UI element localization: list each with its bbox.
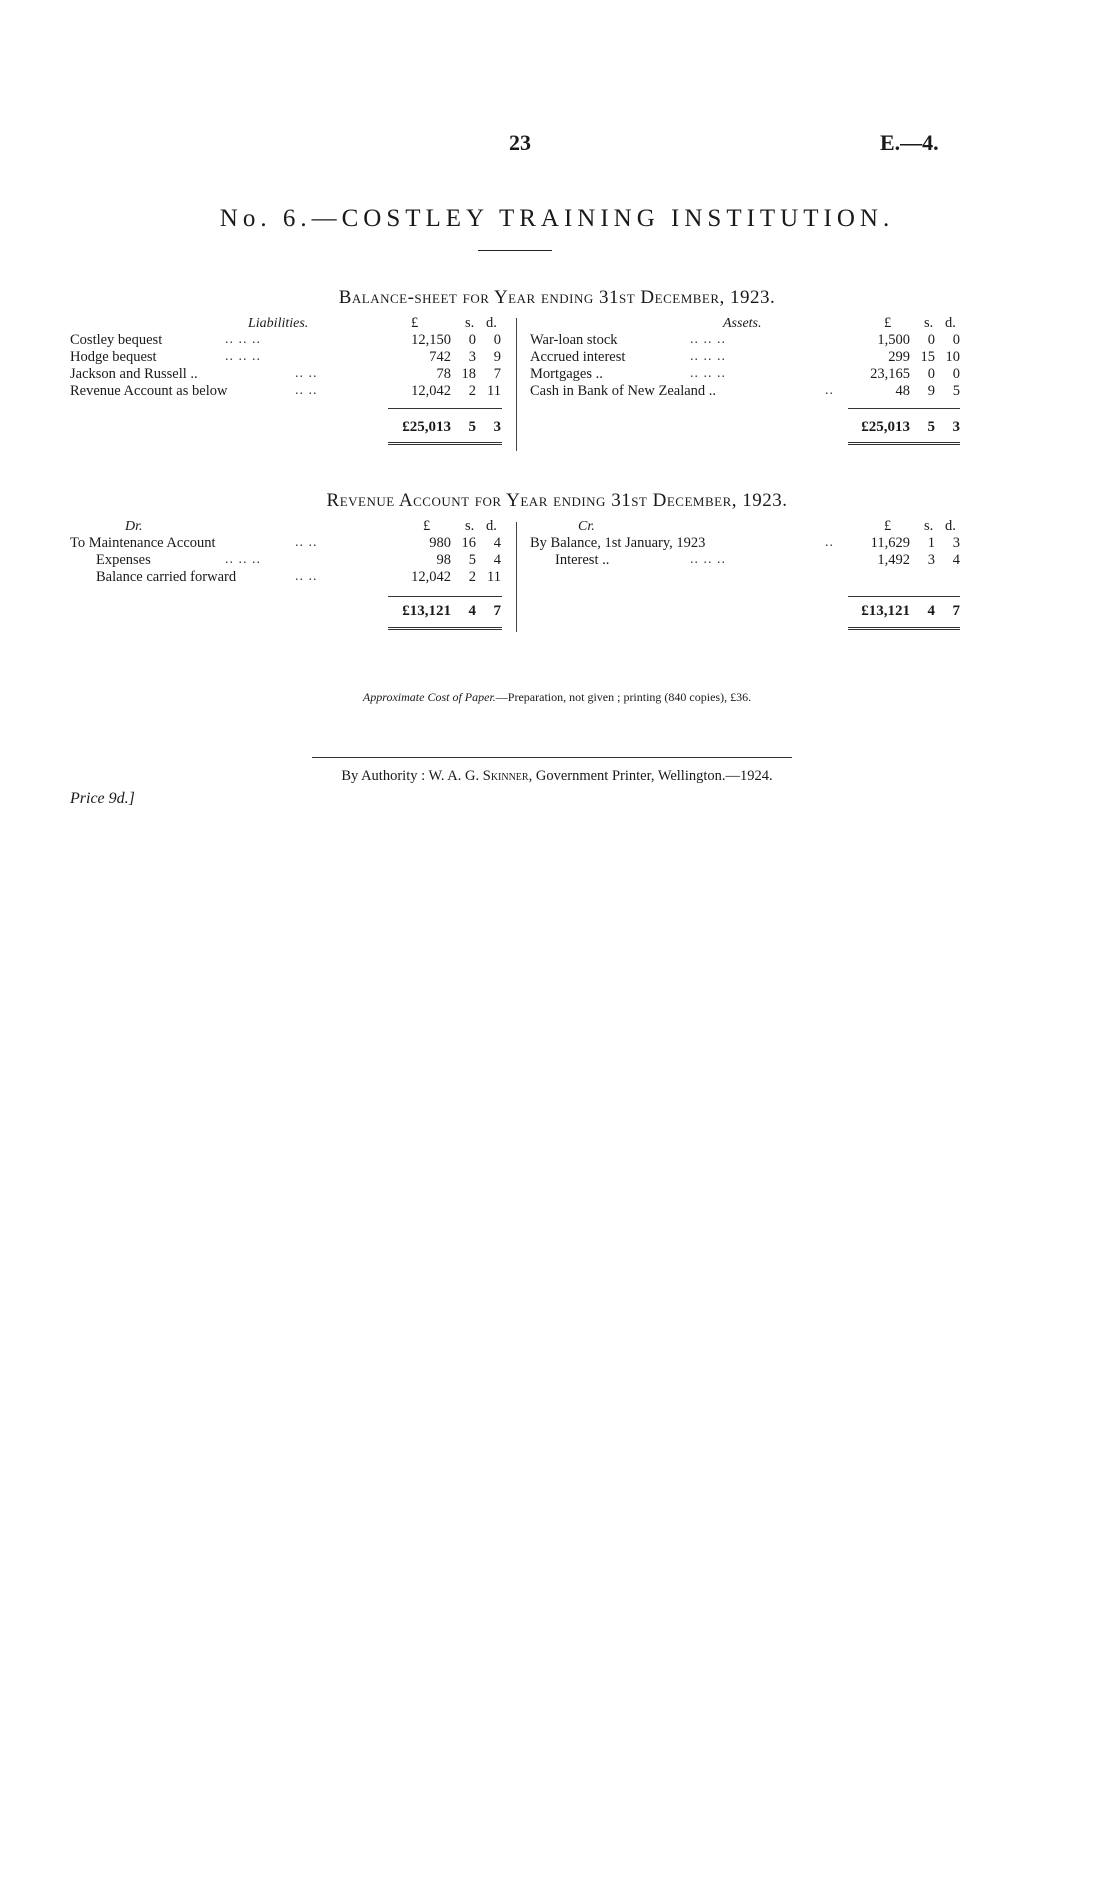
asset-label: War-loan stock: [530, 332, 618, 348]
assets-total-rule: [848, 408, 960, 409]
liability-shillings: 3: [468, 349, 476, 365]
asset-pence: 0: [952, 332, 960, 348]
balance-sheet-title: [0, 287, 1114, 309]
assets-total-shillings: 5: [927, 419, 935, 435]
asset-label: Mortgages ..: [530, 366, 603, 382]
debit-label: Expenses: [96, 552, 151, 568]
leader-dots: .. .. ..: [225, 552, 261, 567]
liabilities-total-shillings: 5: [468, 419, 476, 435]
leader-dots: .. ..: [295, 366, 318, 381]
liability-label: Hodge bequest: [70, 349, 157, 365]
leader-dots: .. .. ..: [690, 552, 726, 567]
credit-pounds: 11,629: [870, 535, 910, 551]
debit-pence: 11: [487, 569, 501, 585]
assets-total-pence: 3: [952, 419, 960, 435]
asset-label: Accrued interest: [530, 349, 626, 365]
liab-col-d: d.: [486, 315, 497, 331]
cr-header: Cr.: [578, 519, 595, 534]
liability-shillings: 2: [468, 383, 476, 399]
printer-name: Skinner: [482, 768, 529, 784]
title-rule: [478, 250, 552, 251]
asset-col-s: s.: [924, 315, 934, 331]
leader-dots: .. ..: [295, 569, 318, 584]
credit-pence: 3: [952, 535, 960, 551]
cr-col-s: s.: [924, 518, 934, 534]
asset-pence: 5: [952, 383, 960, 399]
asset-pounds: 48: [895, 383, 910, 399]
liability-pence: 11: [487, 383, 501, 399]
page-number: 23: [509, 130, 531, 155]
revenue-account-title: [0, 490, 1114, 512]
debit-pence: 4: [493, 552, 501, 568]
asset-col-pound: £: [884, 315, 892, 331]
assets-total-double-rule: [848, 442, 960, 445]
document-title: No. 6.—COSTLEY TRAINING INSTITUTION.: [219, 205, 895, 232]
dr-total-double-rule: [388, 627, 502, 630]
authority-line: [0, 768, 1114, 785]
debit-pence: 4: [493, 535, 501, 551]
liability-pence: 9: [493, 349, 501, 365]
dr-col-d: d.: [486, 518, 497, 534]
liabilities-total-double-rule: [388, 442, 502, 445]
leader-dots: ..: [825, 383, 834, 398]
credit-label: By Balance, 1st January, 1923: [530, 535, 706, 551]
asset-shillings: 0: [927, 332, 935, 348]
debit-shillings: 16: [461, 535, 476, 551]
asset-pounds: 299: [888, 349, 910, 365]
liability-label: Jackson and Russell ..: [70, 366, 198, 382]
leader-dots: .. .. ..: [690, 349, 726, 364]
credit-pounds: 1,492: [877, 552, 910, 568]
dr-total-shillings: 4: [468, 603, 476, 619]
authority-rule: [312, 757, 792, 758]
revenue-title-part2: Year: [506, 490, 548, 511]
debit-pounds: 12,042: [411, 569, 451, 585]
balance-sheet-title-part3: ending 31st December, 1923.: [535, 287, 776, 308]
leader-dots: .. .. ..: [225, 332, 261, 347]
liability-pence: 7: [493, 366, 501, 382]
leader-dots: .. .. ..: [690, 366, 726, 381]
liability-shillings: 18: [461, 366, 476, 382]
debit-label: To Maintenance Account: [70, 535, 216, 551]
liability-pounds: 78: [436, 366, 451, 382]
leader-dots: ..: [825, 535, 834, 550]
cr-total-pence: 7: [952, 603, 960, 619]
credit-pence: 4: [952, 552, 960, 568]
dr-total-pounds: £13,121: [402, 603, 451, 619]
liab-col-pound: £: [411, 315, 419, 331]
assets-header: Assets.: [723, 316, 762, 331]
dr-header: Dr.: [125, 519, 143, 534]
balance-sheet-title-part2: Year: [493, 287, 536, 308]
cr-total-rule: [848, 596, 960, 597]
cr-total-double-rule: [848, 627, 960, 630]
dr-col-pound: £: [423, 518, 431, 534]
asset-shillings: 0: [927, 366, 935, 382]
liability-label: Costley bequest: [70, 332, 163, 348]
cr-total-shillings: 4: [927, 603, 935, 619]
revenue-divider: [516, 522, 517, 632]
price: Price 9d.]: [70, 790, 135, 807]
asset-col-d: d.: [945, 315, 956, 331]
credit-shillings: 1: [927, 535, 935, 551]
cr-col-pound: £: [884, 518, 892, 534]
debit-pounds: 98: [436, 552, 451, 568]
leader-dots: .. ..: [295, 535, 318, 550]
revenue-title-part1: Revenue Account for: [326, 490, 507, 511]
cost-footnote: [0, 690, 1114, 705]
credit-label: Interest ..: [555, 552, 610, 568]
debit-pounds: 980: [429, 535, 451, 551]
debit-shillings: 5: [468, 552, 476, 568]
leader-dots: .. ..: [295, 383, 318, 398]
balance-sheet-divider: [516, 318, 517, 451]
dr-col-s: s.: [465, 518, 475, 534]
leader-dots: .. .. ..: [690, 332, 726, 347]
footnote-italic: Approximate Cost of Paper.: [362, 690, 496, 704]
dr-total-rule: [388, 596, 502, 597]
cr-total-pounds: £13,121: [861, 603, 910, 619]
liabilities-header: Liabilities.: [248, 316, 309, 331]
asset-pence: 0: [952, 366, 960, 382]
liab-col-s: s.: [465, 315, 475, 331]
asset-pence: 10: [945, 349, 960, 365]
debit-label: Balance carried forward: [96, 569, 237, 585]
authority-suffix: , Government Printer, Wellington.—1924.: [528, 768, 773, 784]
liability-pence: 0: [493, 332, 501, 348]
cr-col-d: d.: [945, 518, 956, 534]
footnote-text: —Preparation, not given ; printing (840 copies), £36.: [495, 690, 752, 704]
liability-shillings: 0: [468, 332, 476, 348]
balance-sheet-title-part1: Balance-sheet for: [338, 287, 494, 308]
liability-label: Revenue Account as below: [70, 383, 228, 399]
liabilities-total-rule: [388, 408, 502, 409]
debit-shillings: 2: [468, 569, 476, 585]
dr-total-pence: 7: [493, 603, 501, 619]
liabilities-total-pounds: £25,013: [402, 419, 451, 435]
leader-dots: .. .. ..: [225, 349, 261, 364]
asset-shillings: 9: [927, 383, 935, 399]
page-reference: E.—4.: [880, 130, 939, 155]
liability-pounds: 12,150: [411, 332, 451, 348]
asset-pounds: 1,500: [877, 332, 910, 348]
assets-total-pounds: £25,013: [861, 419, 910, 435]
revenue-title-part3: ending 31st December, 1923.: [547, 490, 788, 511]
asset-shillings: 15: [920, 349, 935, 365]
liability-pounds: 742: [429, 349, 451, 365]
authority-prefix: By Authority : W. A. G.: [341, 768, 483, 784]
liability-pounds: 12,042: [411, 383, 451, 399]
liabilities-total-pence: 3: [493, 419, 501, 435]
asset-pounds: 23,165: [870, 366, 910, 382]
asset-label: Cash in Bank of New Zealand ..: [530, 383, 717, 399]
credit-shillings: 3: [927, 552, 935, 568]
